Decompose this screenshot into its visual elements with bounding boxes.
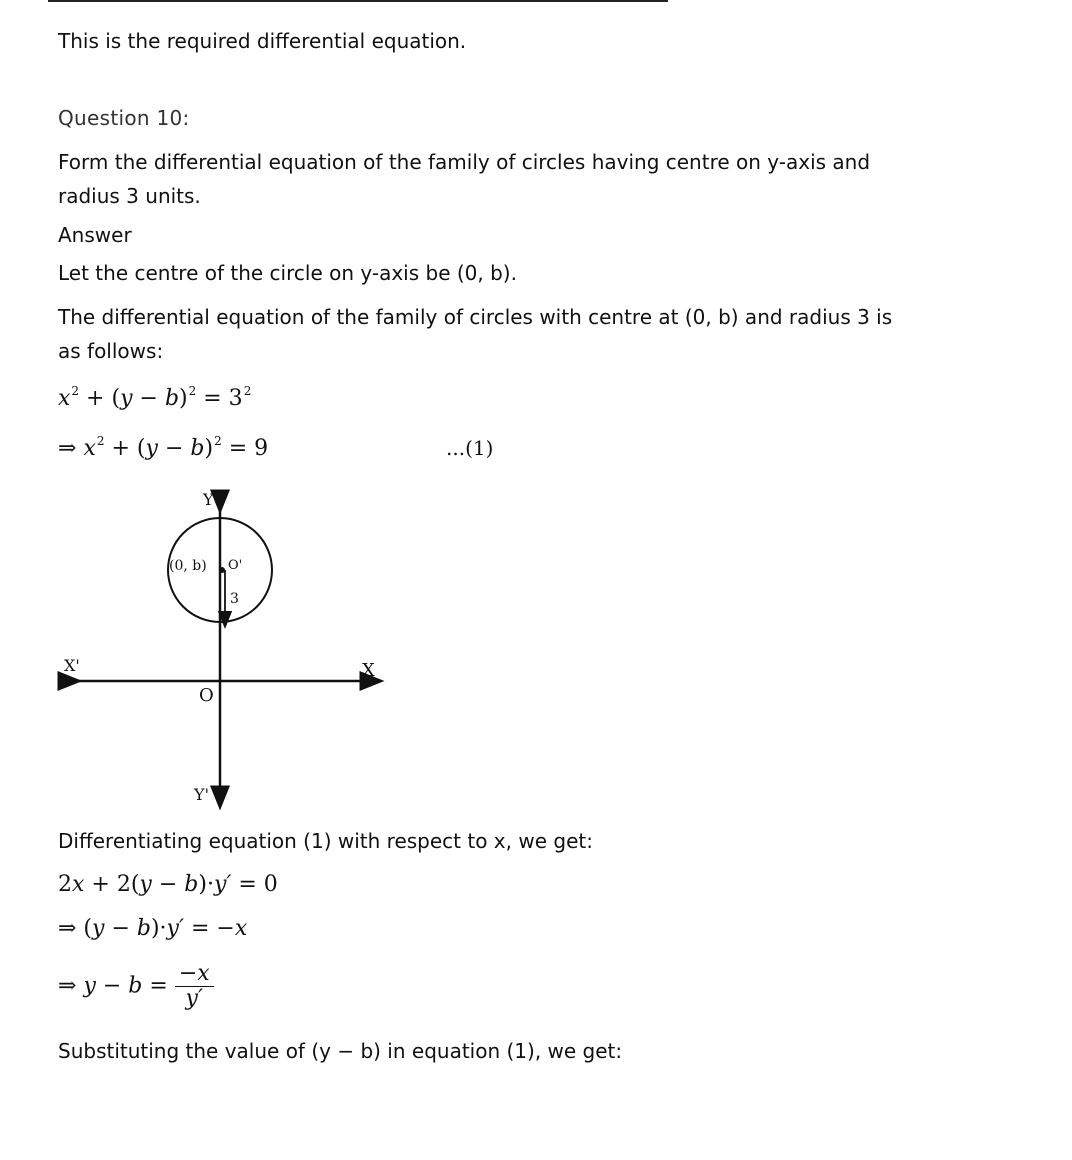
x-prime-label: X' — [64, 656, 80, 675]
question-label: Question 10: — [58, 106, 190, 130]
family-statement-line-1: The differential equation of the family of circles with centre at (0, b) and radius 3 is — [58, 305, 893, 329]
circle-equation: $x^2 + (y - b)^2 = 3^2$ — [58, 384, 252, 411]
question-text-line-1: Form the differential equation of the family of circles having centre on y-axis and — [58, 150, 871, 174]
derivative-equation: 2x + 2(y − b)·y′ = 0 — [58, 872, 278, 897]
differentiating-statement: Differentiating equation (1) with respect to x, we get: — [58, 829, 593, 853]
question-text-line-2: radius 3 units. — [58, 184, 201, 208]
centre-statement: Let the centre of the circle on y-axis be (0, b). — [58, 261, 517, 285]
y-axis-label: Y — [203, 490, 214, 509]
intro-text: This is the required differential equation. — [58, 29, 467, 53]
radius-label: 3 — [230, 591, 239, 607]
x-axis-label: X — [362, 660, 375, 681]
derivative-rearranged: ⇒ (y − b)·y′ = −x — [58, 916, 248, 941]
equation-reference: ...(1) — [446, 436, 494, 460]
y-prime-label: Y' — [194, 785, 209, 804]
centre-point — [219, 567, 225, 573]
centre-label: (0, b) — [169, 558, 207, 574]
substituting-statement: Substituting the value of (y − b) in equation (1), we get: — [58, 1039, 623, 1063]
answer-label: Answer — [58, 223, 132, 247]
origin-label: O — [199, 685, 214, 706]
y-minus-b-expression: ⇒ y − b = $\frac{-x}{y'}$ — [58, 962, 214, 1011]
circle-equation-simplified: ⇒ $x^2 + (y - b)^2 = 9$ — [58, 434, 269, 461]
o-prime-label: O' — [228, 558, 243, 573]
family-statement-line-2: as follows: — [58, 339, 164, 363]
